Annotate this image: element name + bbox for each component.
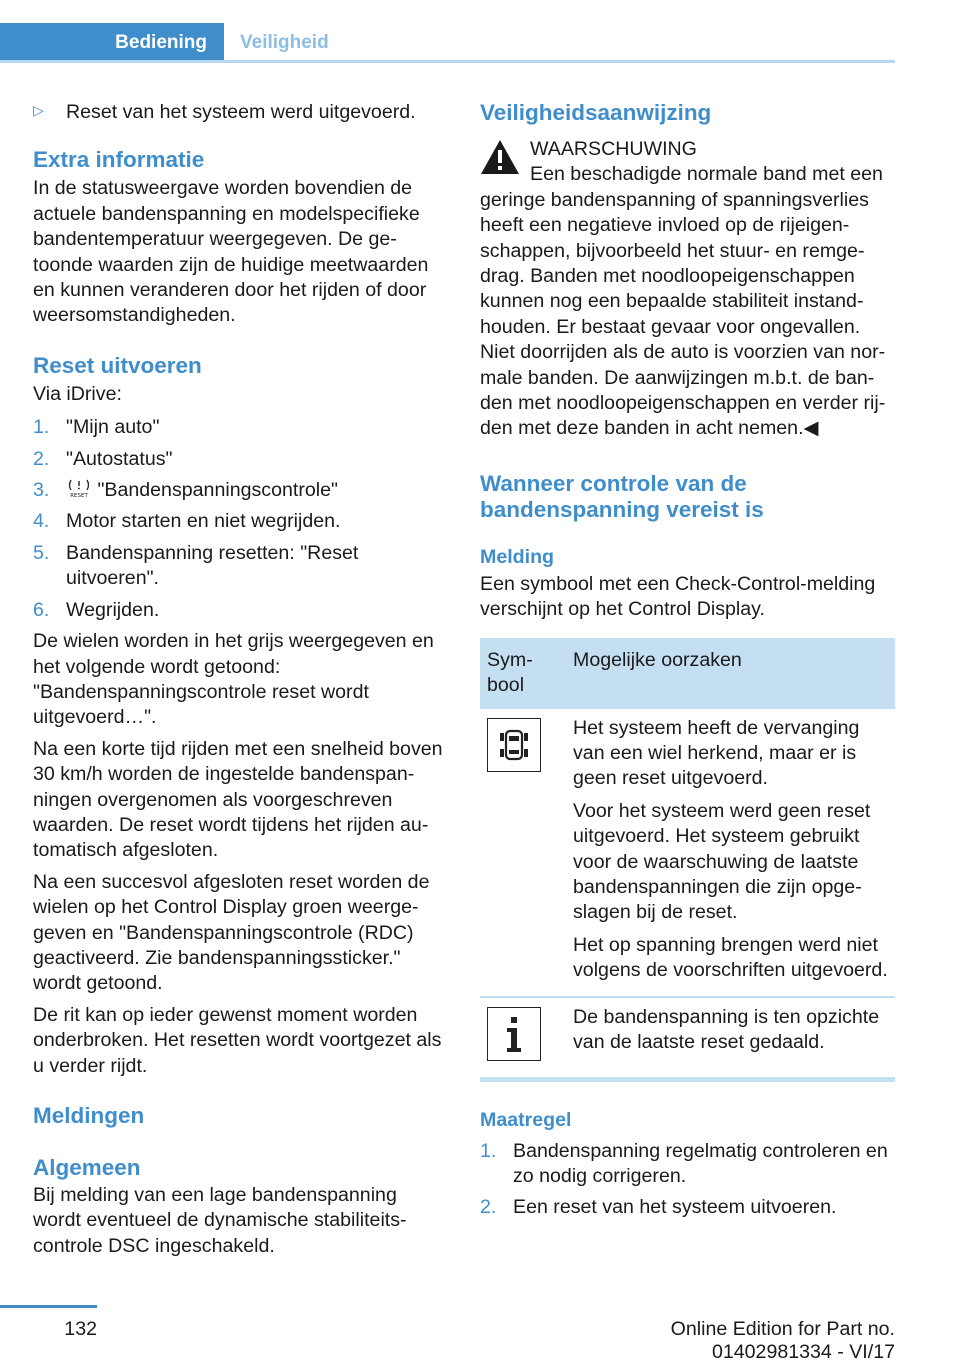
info-icon: [487, 1007, 541, 1061]
table-header-cause: Mogelijke oorzaken: [566, 638, 895, 709]
car-wheels-icon: [487, 718, 541, 772]
safety-heading: Veiligheidsaanwijzing: [480, 100, 712, 125]
table-header-row: [480, 638, 895, 709]
triangle-marker-icon: ▷: [33, 102, 44, 118]
wheels-grey-text: De wielen worden in het grijs weergegeven en het volgende wordt getoond: "Bandenspanningscontrole reset wordt uitgevoerd…".: [33, 630, 434, 729]
interrupt-text: De rit kan op ieder gewenst moment worden onderbroken. Het resetten wordt voortgezet als u verder rijdt.: [33, 1003, 442, 1077]
page-header: [0, 23, 895, 63]
left-column: [33, 100, 448, 1259]
right-column: [480, 100, 895, 1221]
warning-triangle-icon: [480, 139, 520, 175]
tab-bediening[interactable]: Bediening: [0, 23, 224, 60]
list-item: 2. Een reset van het systeem uitvoeren.: [480, 1196, 837, 1219]
list-item: 6. Wegrijden.: [33, 598, 160, 621]
maatregel-heading: Maatregel: [480, 1108, 572, 1131]
footer-rule: [0, 1305, 97, 1308]
reset-heading: Reset uitvoeren: [33, 352, 202, 378]
svg-text:RESET: RESET: [70, 493, 88, 499]
cause-wheel-replaced: Het systeem heeft de vervanging van een wiel herkend, maar er is geen reset uitgevoerd.: [573, 716, 860, 790]
table-header-symbol: Symbool: [480, 638, 566, 709]
reset-via-text: Via iDrive:: [33, 382, 122, 405]
melding-text: Een symbool met een Check-Control-melding verschijnt op het Control Display.: [480, 572, 876, 621]
table-bottom-rule: [480, 1077, 895, 1082]
speed-reset-text: Na een korte tijd rijden met een snelheid boven 30 km/h worden de ingestelde bandenspanningen overgenomen als voorgeschreven waarden. De reset wordt tijdens het rijden automatisch afgesloten.: [33, 737, 443, 862]
cause-pressure-dropped: De bandenspanning is ten opzichte van de laatste reset gedaald.: [573, 1005, 880, 1053]
table-row: [480, 709, 895, 997]
cause-no-reset: Voor het systeem werd geen reset uitgevoerd. Het systeem gebruikt voor de waarschuwing de laatste bandenspanningen die zijn opgeslagen bij de reset.: [573, 799, 871, 924]
extra-info-text: In de statusweergave worden bovendien de actuele bandenspanning en modelspecifieke bandentemperatuur weergegeven. De getoonde waarden zijn de huidige meetwaarden en kunnen veranderen door het rijden of door weersomstandigheden.: [33, 177, 429, 327]
list-item: 1. Bandenspanning regelmatig controleren en zo nodig corrigeren.: [480, 1139, 888, 1187]
edition-footer: Online Edition for Part no. 01402981334 - VI/17: [670, 1318, 895, 1363]
list-item: 2. "Autostatus": [33, 447, 173, 470]
list-item: 5. Bandenspanning resetten: "Reset uitvoeren".: [33, 541, 359, 590]
warning-text: Een beschadigde normale band met een geringe bandenspanning of spanningsverlies heeft een negatieve invloed op de rijeigenschappen, bijvoorbeeld het stuur- en remgedrag. Banden met noodloopeigenschappen kunnen nog een bepaalde stabiliteit instandhouden. Er bestaat gevaar voor ongevallen. Niet doorrijden als de auto is voorzien van normale banden. De aanwijzingen m.b.t. de banden met noodloopeigenschappen en verder rijden met deze banden in acht nemen.◀: [480, 163, 886, 440]
measures-list: [480, 1139, 895, 1221]
algemeen-text: Bij melding van een lage bandenspanning wordt eventueel de dynamische stabiliteitscontrole DSC ingeschakeld.: [33, 1184, 407, 1257]
list-item: 1. "Mijn auto": [33, 416, 160, 439]
page-number: 132: [64, 1318, 97, 1340]
warning-block: [480, 137, 895, 162]
reset-done-text: Reset van het systeem werd uitgevoerd.: [66, 101, 416, 123]
cause-pressure-not-per-spec: Het op spanning brengen werd niet volgens de voorschriften uitgevoerd.: [573, 933, 888, 982]
table-row: [480, 997, 895, 1073]
symbol-table: [480, 638, 895, 1073]
extra-info-heading: Extra informatie: [33, 147, 205, 173]
tab-veiligheid[interactable]: Veiligheid: [240, 32, 329, 53]
list-item: 3. RESET "Bandenspanningscontrole": [33, 479, 338, 502]
when-heading: Wanneer controle van de bandenspanning vereist is: [480, 470, 764, 522]
meldingen-heading: Meldingen: [33, 1103, 145, 1128]
header-divider: [0, 60, 895, 63]
list-item: 4. Motor starten en niet wegrijden.: [33, 510, 341, 533]
warning-label: WAARSCHUWING: [530, 138, 697, 160]
algemeen-heading: Algemeen: [33, 1155, 141, 1180]
reset-done-item: [33, 100, 448, 125]
reset-steps-list: [33, 415, 448, 623]
melding-heading: Melding: [480, 545, 555, 568]
tire-reset-icon: [66, 478, 92, 498]
reset-success-text: Na een succesvol afgesloten reset worden de wielen op het Control Display groen weergegeven en "Bandenspanningscontrole (RDC) geactiveerd. Zie bandenspanningssticker." wordt getoond.: [33, 870, 430, 995]
